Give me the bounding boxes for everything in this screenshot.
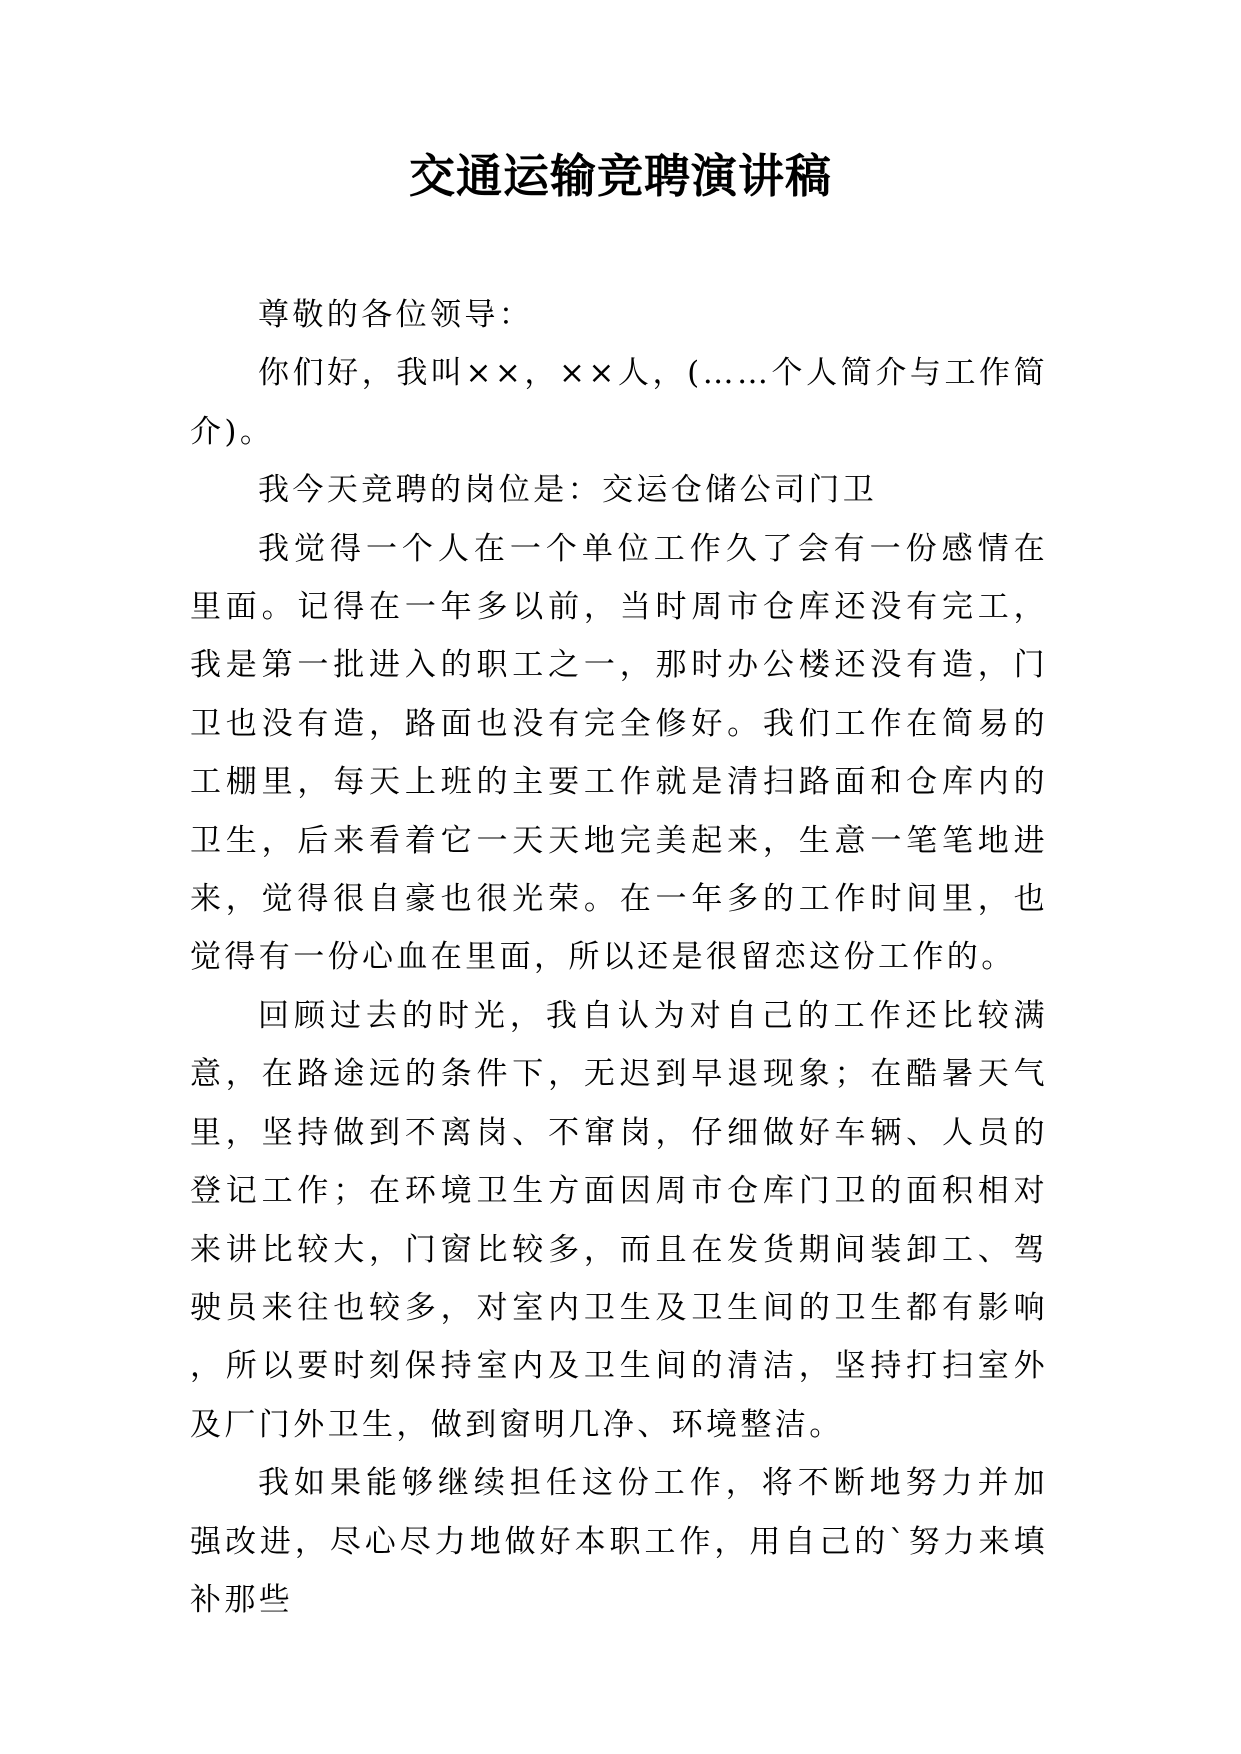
paragraph-salutation: 尊敬的各位领导： <box>258 297 534 333</box>
paragraph-greeting: 你们好，我叫××，××人，(……个人简介与工作简介)。 <box>190 355 1048 450</box>
paragraph-review: 回顾过去的时光，我自认为对自己的工作还比较满意，在路途远的条件下，无迟到早退现象；在酷暑天气里，坚持做到不离岗、不窜岗，仔细做好车辆、人员的登记工作；在环境卫生方面因周市仓库门卫的面积相对来讲比较大，门窗比较多，而且在发货期间装卸工、驾驶员来往也较多，对室内卫生及卫生间的卫生都有影响，所以要时刻保持室内及卫生间的清洁，坚持打扫室外及厂门外卫生，做到窗明几净、环境整洁。 <box>190 997 1048 1443</box>
paragraph-commitment: 我如果能够继续担任这份工作，将不断地努力并加强改进，尽心尽力地做好本职工作，用自己的`努力来填补那些 <box>190 1465 1048 1618</box>
paragraph-position: 我今天竞聘的岗位是：交运仓储公司门卫 <box>258 472 878 509</box>
document-title: 交通运输竞聘演讲稿 <box>409 149 832 203</box>
document-body <box>190 286 1048 1629</box>
paragraph-history: 我觉得一个人在一个单位工作久了会有一份感情在里面。记得在一年多以前，当时周市仓库还没有完工，我是第一批进入的职工之一，那时办公楼还没有造，门卫也没有造，路面也没有完全修好。我们工作在简易的工棚里，每天上班的主要工作就是清扫路面和仓库内的卫生，后来看着它一天天地完美起来，生意一笔笔地进来，觉得很自豪也很光荣。在一年多的工作时间里，也觉得有一份心血在里面，所以还是很留恋这份工作的。 <box>190 530 1048 976</box>
